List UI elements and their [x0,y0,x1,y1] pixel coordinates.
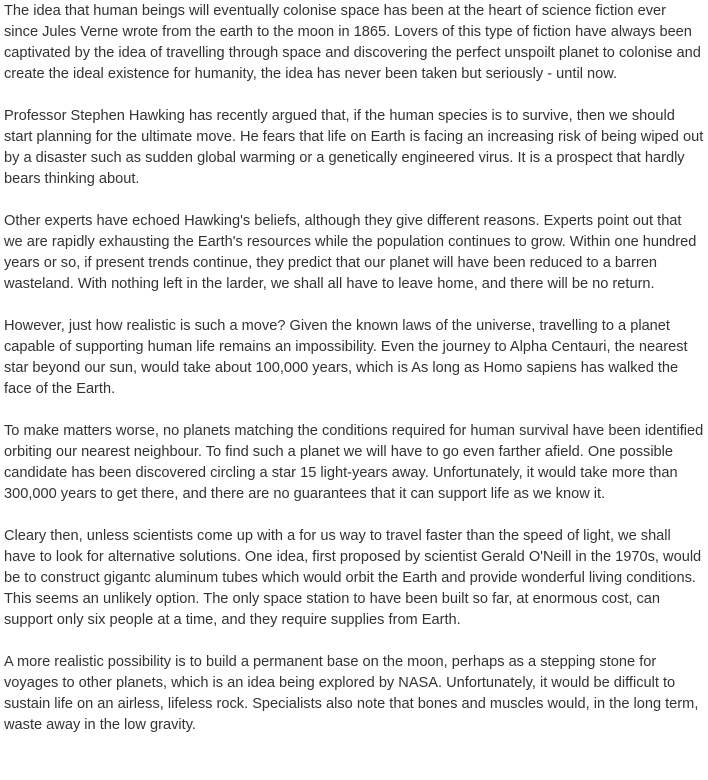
paragraph-2: Professor Stephen Hawking has recently argued that, if the human species is to survive, then we should start planning for the ultimate move. He fears that life on Earth is facing an increasing risk of being wiped out by a disaster such as sudden global warming or a genetically engineered virus. It is a prospect that hardly bears thinking about. [4,108,704,187]
paragraph-3: Other experts have echoed Hawking's beliefs, although they give different reasons. Experts point out that we are rapidly exhausting the Earth's resources while the population continues to grow. Within one hundred years or so, if present trends continue, they predict that our planet will have been reduced to a barren wasteland. With nothing left in the larder, we shall all have to leave home, and there will be no return. [4,213,697,292]
paragraph-4: However, just how realistic is such a move? Given the known laws of the universe, travelling to a planet capable of supporting human life remains an impossibility. Even the journey to Alpha Centauri, the nearest star beyond our sun, would take about 100,000 years, which is As long as Homo sapiens has walked the face of the Earth. [4,318,688,397]
paragraph-6: Cleary then, unless scientists come up with a for us way to travel faster than the speed of light, we shall have to look for alternative solutions. One idea, first proposed by scientist Gerald O'Neill in the 1970s, would be to construct gigantc aluminum tubes which would orbit the Earth and provide wonderful living conditions. This seems an unlikely option. The only space station to have been built so far, at enormous cost, can support only six people at a time, and they require supplies from Earth. [4,528,702,628]
paragraph-1: The idea that human beings will eventually colonise space has been at the heart of science fiction ever since Jules Verne wrote from the earth to the moon in 1865. Lovers of this type of fiction have always been captivated by the idea of travelling through space and discovering the perfect unspoilt planet to colonise and create the ideal existence for humanity, the idea has never been taken but seriously - until now. [4,3,701,82]
paragraph-7: A more realistic possibility is to build a permanent base on the moon, perhaps as a stepping stone for voyages to other planets, which is an idea being explored by NASA. Unfortunately, it would be difficult to sustain life on an airless, lifeless rock. Specialists also note that bones and muscles would, in the long term, waste away in the low gravity. [4,654,699,733]
paragraph-5: To make matters worse, no planets matching the conditions required for human survival have been identified orbiting our nearest neighbour. To find such a planet we will have to go even farther afield. One possible candidate has been discovered circling a star 15 light-years away. Unfortunately, it would take more than 300,000 years to get there, and there are no guarantees that it can support life as we know it. [4,423,704,502]
